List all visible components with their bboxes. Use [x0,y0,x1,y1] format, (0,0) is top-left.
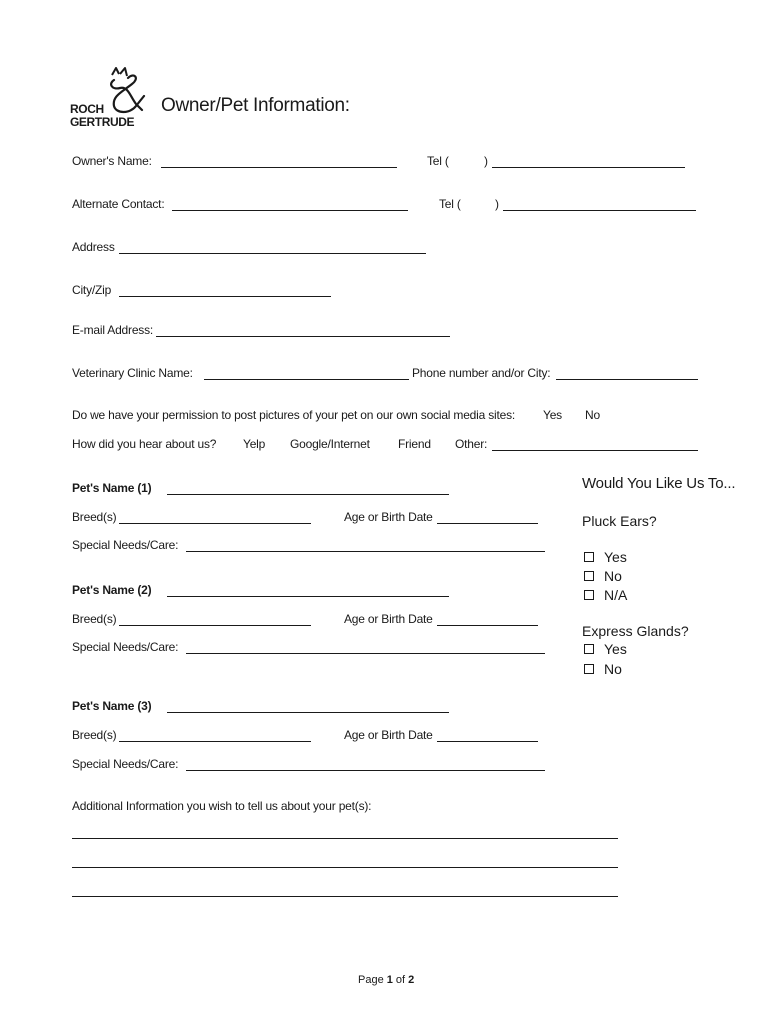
hear-option-friend[interactable]: Friend [398,437,431,451]
alt-tel-close: ) [495,197,499,211]
owner-name-field[interactable] [161,167,397,168]
hear-other-label: Other: [455,437,488,451]
hear-about-question: How did you hear about us? [72,437,217,451]
address-field[interactable] [119,253,426,254]
express-glands-option-yes[interactable] [584,641,627,657]
pet-3-age-field[interactable] [437,741,538,742]
owner-tel-close: ) [484,154,488,168]
owner-tel-field[interactable] [492,167,685,168]
pet-2-breed-label: Breed(s) [72,612,117,626]
owner-tel-label: Tel ( [427,154,449,168]
pluck-ears-option-yes[interactable] [584,549,627,565]
additional-info-line-1[interactable] [72,838,618,839]
option-label: Yes [604,549,627,565]
express-glands-option-no[interactable] [584,661,622,677]
alt-contact-label: Alternate Contact: [72,197,165,211]
checkbox-icon [584,644,594,654]
additional-info-label: Additional Information you wish to tell us about your pet(s): [72,799,372,813]
checkbox-icon [584,552,594,562]
option-label: No [604,661,622,677]
permission-yes-option[interactable]: Yes [543,408,562,422]
hear-option-yelp[interactable]: Yelp [243,437,266,451]
owner-name-label: Owner's Name: [72,154,152,168]
checkbox-icon [584,590,594,600]
hear-option-google[interactable]: Google/Internet [290,437,370,451]
pet-1-breed-field[interactable] [119,523,311,524]
pet-2-name-label: Pet's Name (2) [72,583,152,597]
pet-1-name-field[interactable] [167,494,449,495]
option-label: Yes [604,641,627,657]
page-total: 2 [408,974,415,986]
page-number [358,974,414,986]
page-of: of [392,974,409,986]
permission-question: Do we have your permission to post pictures of your pet on our own social media sites: [72,408,516,422]
sidebar-heading: Would You Like Us To... [582,475,736,492]
city-zip-field[interactable] [119,296,331,297]
option-label: No [604,568,622,584]
vet-phone-label: Phone number and/or City: [412,366,551,380]
pet-2-age-field[interactable] [437,625,538,626]
option-label: N/A [604,587,628,603]
additional-info-line-2[interactable] [72,867,618,868]
alt-tel-label: Tel ( [439,197,461,211]
page-title: Owner/Pet Information: [161,95,350,116]
pluck-ears-option-no[interactable] [584,568,622,584]
express-glands-question: Express Glands? [582,623,689,639]
pet-1-name-label: Pet's Name (1) [72,481,152,495]
pet-1-breed-label: Breed(s) [72,510,117,524]
pet-2-breed-field[interactable] [119,625,311,626]
pet-2-needs-field[interactable] [186,653,545,654]
pet-3-breed-field[interactable] [119,741,311,742]
pluck-ears-option-na[interactable] [584,587,627,603]
logo-text-line-1: ROCH [70,102,104,116]
email-label: E-mail Address: [72,323,154,337]
vet-clinic-label: Veterinary Clinic Name: [72,366,193,380]
pet-3-name-field[interactable] [167,712,449,713]
pet-3-needs-field[interactable] [186,770,545,771]
pet-3-needs-label: Special Needs/Care: [72,757,179,771]
page-current: 1 [386,974,393,986]
vet-clinic-field[interactable] [204,379,409,380]
pet-2-name-field[interactable] [167,596,449,597]
alt-contact-field[interactable] [172,210,408,211]
additional-info-line-3[interactable] [72,896,618,897]
pet-1-needs-field[interactable] [186,551,545,552]
checkbox-icon [584,664,594,674]
permission-no-option[interactable]: No [585,408,600,422]
page-prefix: Page [358,974,387,986]
ampersand-logo-mark [98,66,148,116]
logo-text-line-2: GERTRUDE [70,115,135,129]
pet-1-age-field[interactable] [437,523,538,524]
pluck-ears-question: Pluck Ears? [582,513,657,529]
city-zip-label: City/Zip [72,283,112,297]
pet-3-age-label: Age or Birth Date [344,728,433,742]
pet-2-needs-label: Special Needs/Care: [72,640,179,654]
address-label: Address [72,240,115,254]
pet-2-age-label: Age or Birth Date [344,612,433,626]
pet-3-name-label: Pet's Name (3) [72,699,152,713]
pet-3-breed-label: Breed(s) [72,728,117,742]
pet-1-needs-label: Special Needs/Care: [72,538,179,552]
checkbox-icon [584,571,594,581]
logo [70,66,160,130]
pet-1-age-label: Age or Birth Date [344,510,433,524]
email-field[interactable] [156,336,450,337]
vet-phone-field[interactable] [556,379,698,380]
hear-other-field[interactable] [492,450,698,451]
alt-tel-field[interactable] [503,210,696,211]
